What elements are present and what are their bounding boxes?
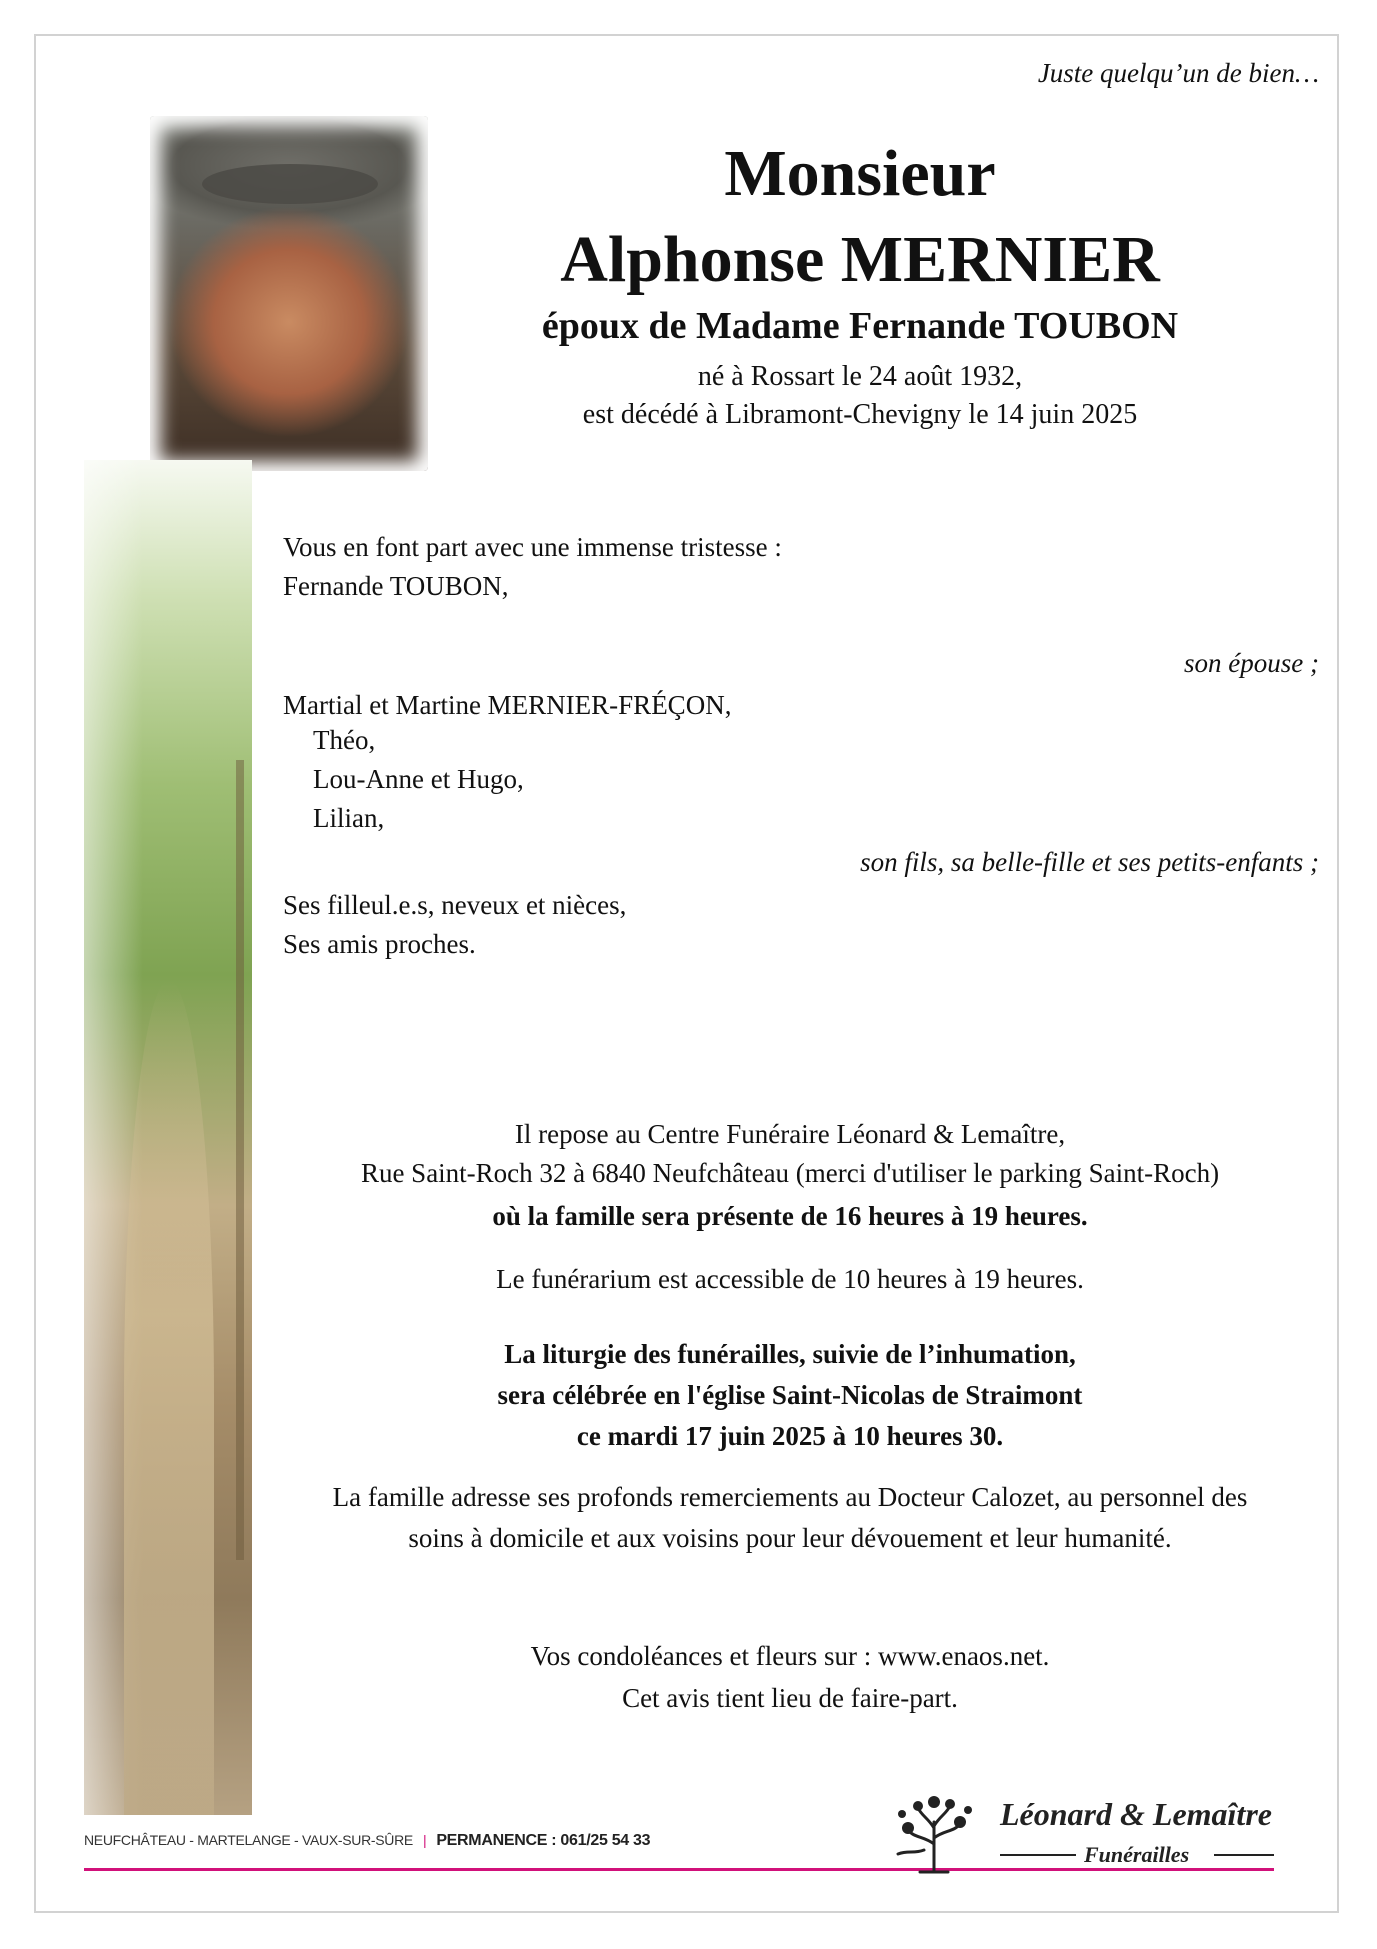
footer-contact bbox=[84, 1832, 650, 1850]
footer-permanence: PERMANENCE : 061/25 54 33 bbox=[436, 1832, 651, 1849]
spouse-line: époux de Madame Fernande TOUBON bbox=[541, 305, 1179, 347]
presence-line: où la famille sera présente de 16 heures à 19 heures. bbox=[492, 1201, 1088, 1231]
repose-line-2: Rue Saint-Roch 32 à 6840 Neufchâteau (merci d'utiliser le parking Saint-Roch) bbox=[360, 1158, 1220, 1188]
wife-role: son épouse ; bbox=[1184, 648, 1319, 678]
motto: Juste quelqu’un de bien… bbox=[1037, 58, 1319, 88]
tree-icon bbox=[884, 1792, 984, 1888]
death-line: est décédé à Libramont-Chevigny le 14 juin 2025 bbox=[582, 399, 1138, 430]
access-line: Le funérarium est accessible de 10 heures à 19 heures. bbox=[496, 1264, 1084, 1294]
logo-name: Léonard & Lemaître bbox=[1000, 1796, 1272, 1832]
family-intro: Vous en font part avec une immense tristesse : bbox=[283, 532, 782, 562]
grandchild-1: Théo, bbox=[313, 725, 376, 755]
son-couple: Martial et Martine MERNIER-FRÉÇON, bbox=[283, 690, 732, 720]
portrait-photo bbox=[150, 116, 428, 471]
funeral-home-logo bbox=[884, 1792, 1284, 1882]
title-name: Alphonse MERNIER bbox=[560, 223, 1160, 296]
friends: Ses amis proches. bbox=[283, 929, 476, 959]
thanks-line-2: soins à domicile et aux voisins pour leur dévouement et leur humanité. bbox=[408, 1523, 1172, 1553]
liturgy-block bbox=[270, 1334, 1310, 1457]
liturgy-line-3: ce mardi 17 juin 2025 à 10 heures 30. bbox=[576, 1421, 1004, 1451]
thanks-line-1: La famille adresse ses profonds remerciements au Docteur Calozet, au personnel des bbox=[332, 1482, 1248, 1512]
other-relatives: Ses filleul.e.s, neveux et nièces, bbox=[283, 890, 627, 920]
life-dates bbox=[470, 358, 1250, 434]
logo-subtitle: Funérailles bbox=[1084, 1842, 1190, 1867]
title-civility: Monsieur bbox=[724, 137, 996, 210]
logo-rule-right bbox=[1214, 1854, 1274, 1856]
condolences-line: Vos condoléances et fleurs sur : www.enaos.net. bbox=[530, 1641, 1050, 1671]
footer-locations: NEUFCHÂTEAU - MARTELANGE - VAUX-SUR-SÛRE bbox=[84, 1832, 413, 1848]
forest-path-image bbox=[84, 460, 252, 1815]
son-role: son fils, sa belle-fille et ses petits-enfants ; bbox=[860, 847, 1319, 877]
birth-line: né à Rossart le 24 août 1932, bbox=[697, 361, 1023, 392]
closing-block bbox=[270, 1635, 1310, 1719]
repose-block bbox=[270, 1115, 1310, 1236]
liturgy-line-2: sera célébrée en l'église Saint-Nicolas de Straimont bbox=[497, 1380, 1083, 1410]
wife-name: Fernande TOUBON, bbox=[283, 571, 509, 601]
grandchild-3: Lilian, bbox=[313, 803, 385, 833]
repose-line-1: Il repose au Centre Funéraire Léonard & Lemaître, bbox=[514, 1119, 1066, 1149]
logo-rule-left bbox=[1000, 1854, 1076, 1856]
footer-separator: | bbox=[422, 1832, 427, 1848]
thanks-block bbox=[270, 1477, 1310, 1559]
grandchild-2: Lou-Anne et Hugo, bbox=[313, 764, 524, 794]
notice-line: Cet avis tient lieu de faire-part. bbox=[622, 1683, 958, 1713]
liturgy-line-1: La liturgie des funérailles, suivie de l’inhumation, bbox=[504, 1339, 1076, 1369]
